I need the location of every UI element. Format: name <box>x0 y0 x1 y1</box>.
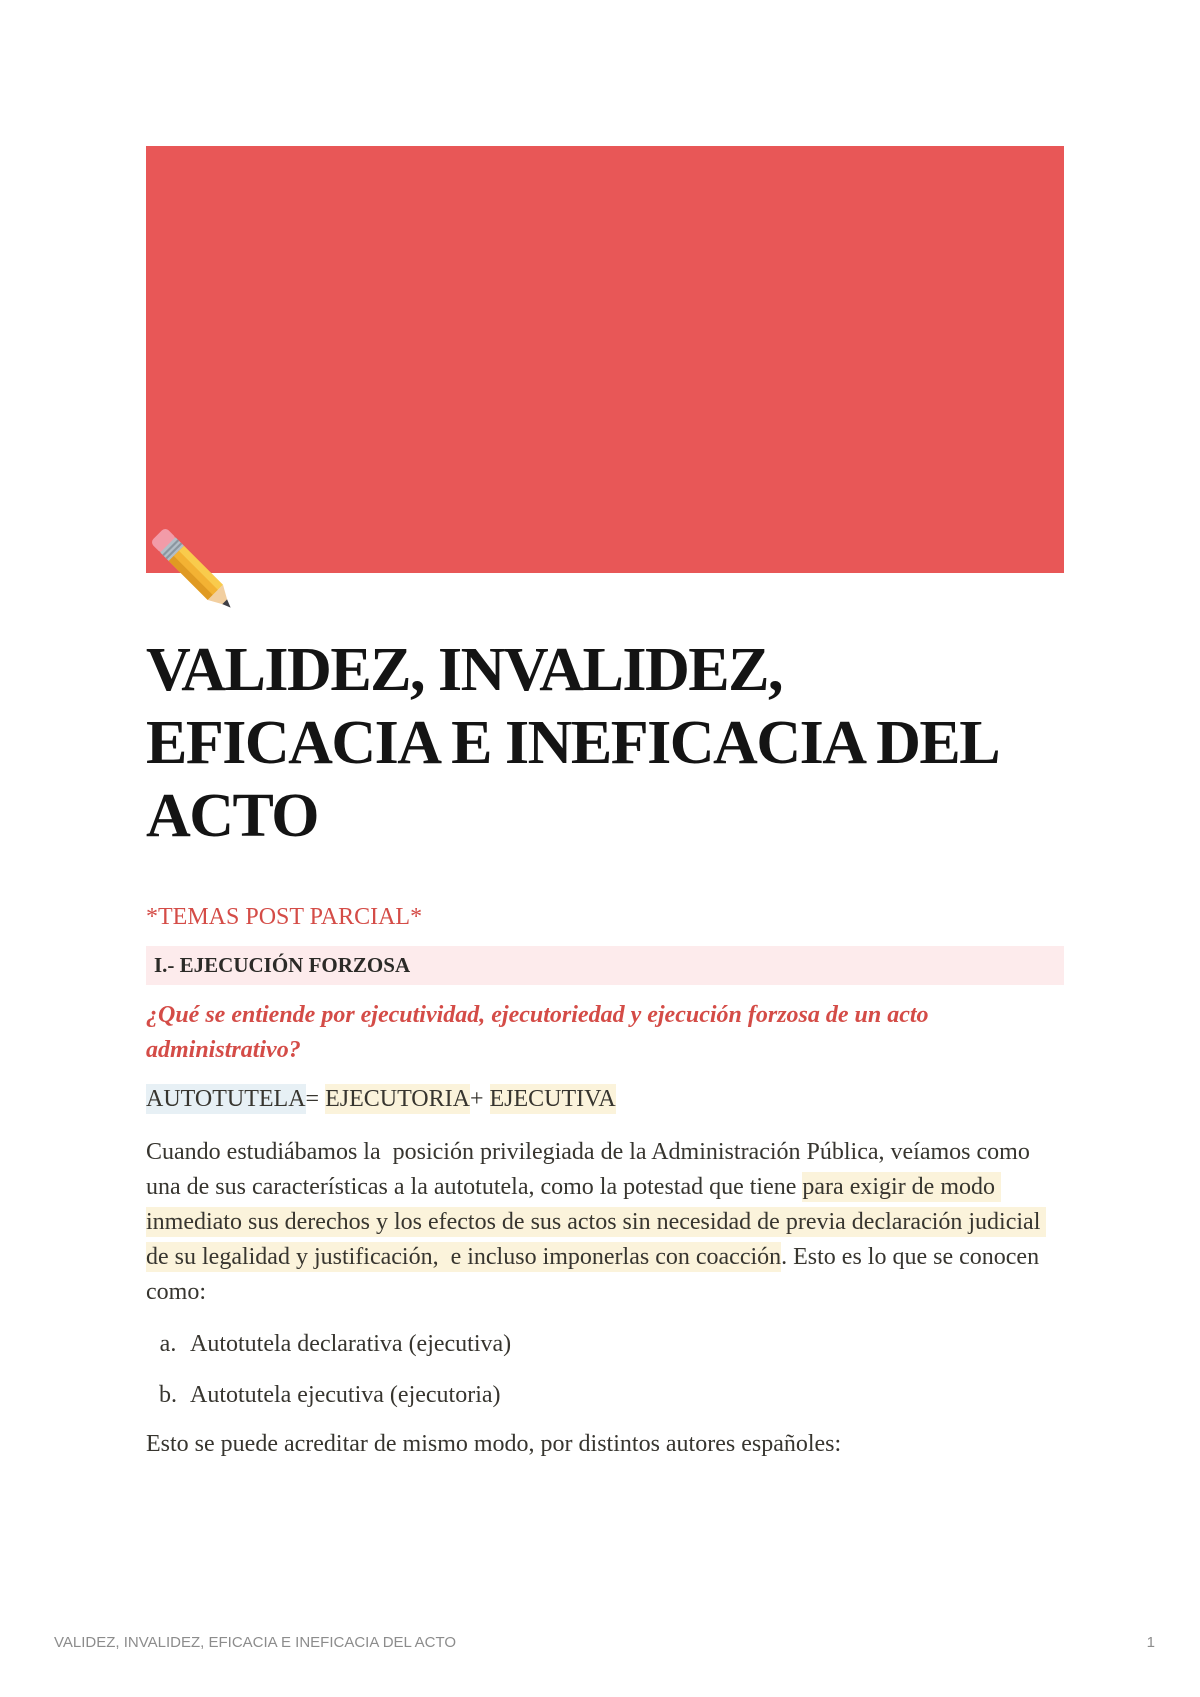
list-item-text: Autotutela declarativa (ejecutiva) <box>190 1331 512 1357</box>
formula-term-autotutela: AUTOTUTELA <box>146 1086 306 1112</box>
closing-paragraph: Esto se puede acreditar de mismo modo, por distintos autores españoles: <box>146 1431 842 1457</box>
pencil-icon <box>135 512 255 632</box>
formula-term-ejecutiva: EJECUTIVA <box>489 1086 616 1112</box>
formula-line <box>146 1082 1064 1117</box>
list-item <box>146 1378 1064 1413</box>
note-text: *TEMAS POST PARCIAL* <box>146 904 423 930</box>
list-marker: a. <box>159 1331 177 1357</box>
body-paragraph <box>146 1135 1058 1310</box>
section-heading-label: I.- EJECUCIÓN FORZOSA <box>154 953 411 977</box>
paragraph-text: Cuando estudiábamos la posición privilegiada de la Administración Pública, veíamos como una de sus características a la autotutela, como la potestad que tiene <box>146 1139 1036 1200</box>
paragraph-text-end: . Esto es lo que se conocen como: <box>146 1244 1046 1305</box>
page-content <box>146 634 1064 1462</box>
lettered-list <box>146 1327 1064 1413</box>
list-item-text: Autotutela ejecutiva (ejecutoria) <box>190 1382 501 1408</box>
formula-equals: = <box>305 1086 326 1112</box>
page-number: 1 <box>1146 1634 1155 1651</box>
page-title: VALIDEZ, INVALIDEZ, EFICACIA E INEFICACIA DEL ACTO <box>146 636 996 850</box>
paragraph-highlighted-text: para exigir de modo inmediato sus derechos y los efectos de sus actos sin necesidad de previa declaración judicial de su legalidad y justificación, e incluso imponerlas con coacción <box>146 1174 1047 1270</box>
question-text: ¿Qué se entiende por ejecutividad, ejecutoriedad y ejecución forzosa de un acto administrativo? <box>146 1002 929 1063</box>
footer-title: VALIDEZ, INVALIDEZ, EFICACIA E INEFICACIA DEL ACTO <box>54 1634 457 1651</box>
list-marker: b. <box>159 1382 177 1408</box>
section-heading <box>146 946 1064 985</box>
list-item <box>146 1327 1064 1362</box>
formula-plus: + <box>469 1086 490 1112</box>
cover-image <box>146 146 1064 573</box>
formula-term-ejecutoria: EJECUTORIA <box>325 1086 470 1112</box>
